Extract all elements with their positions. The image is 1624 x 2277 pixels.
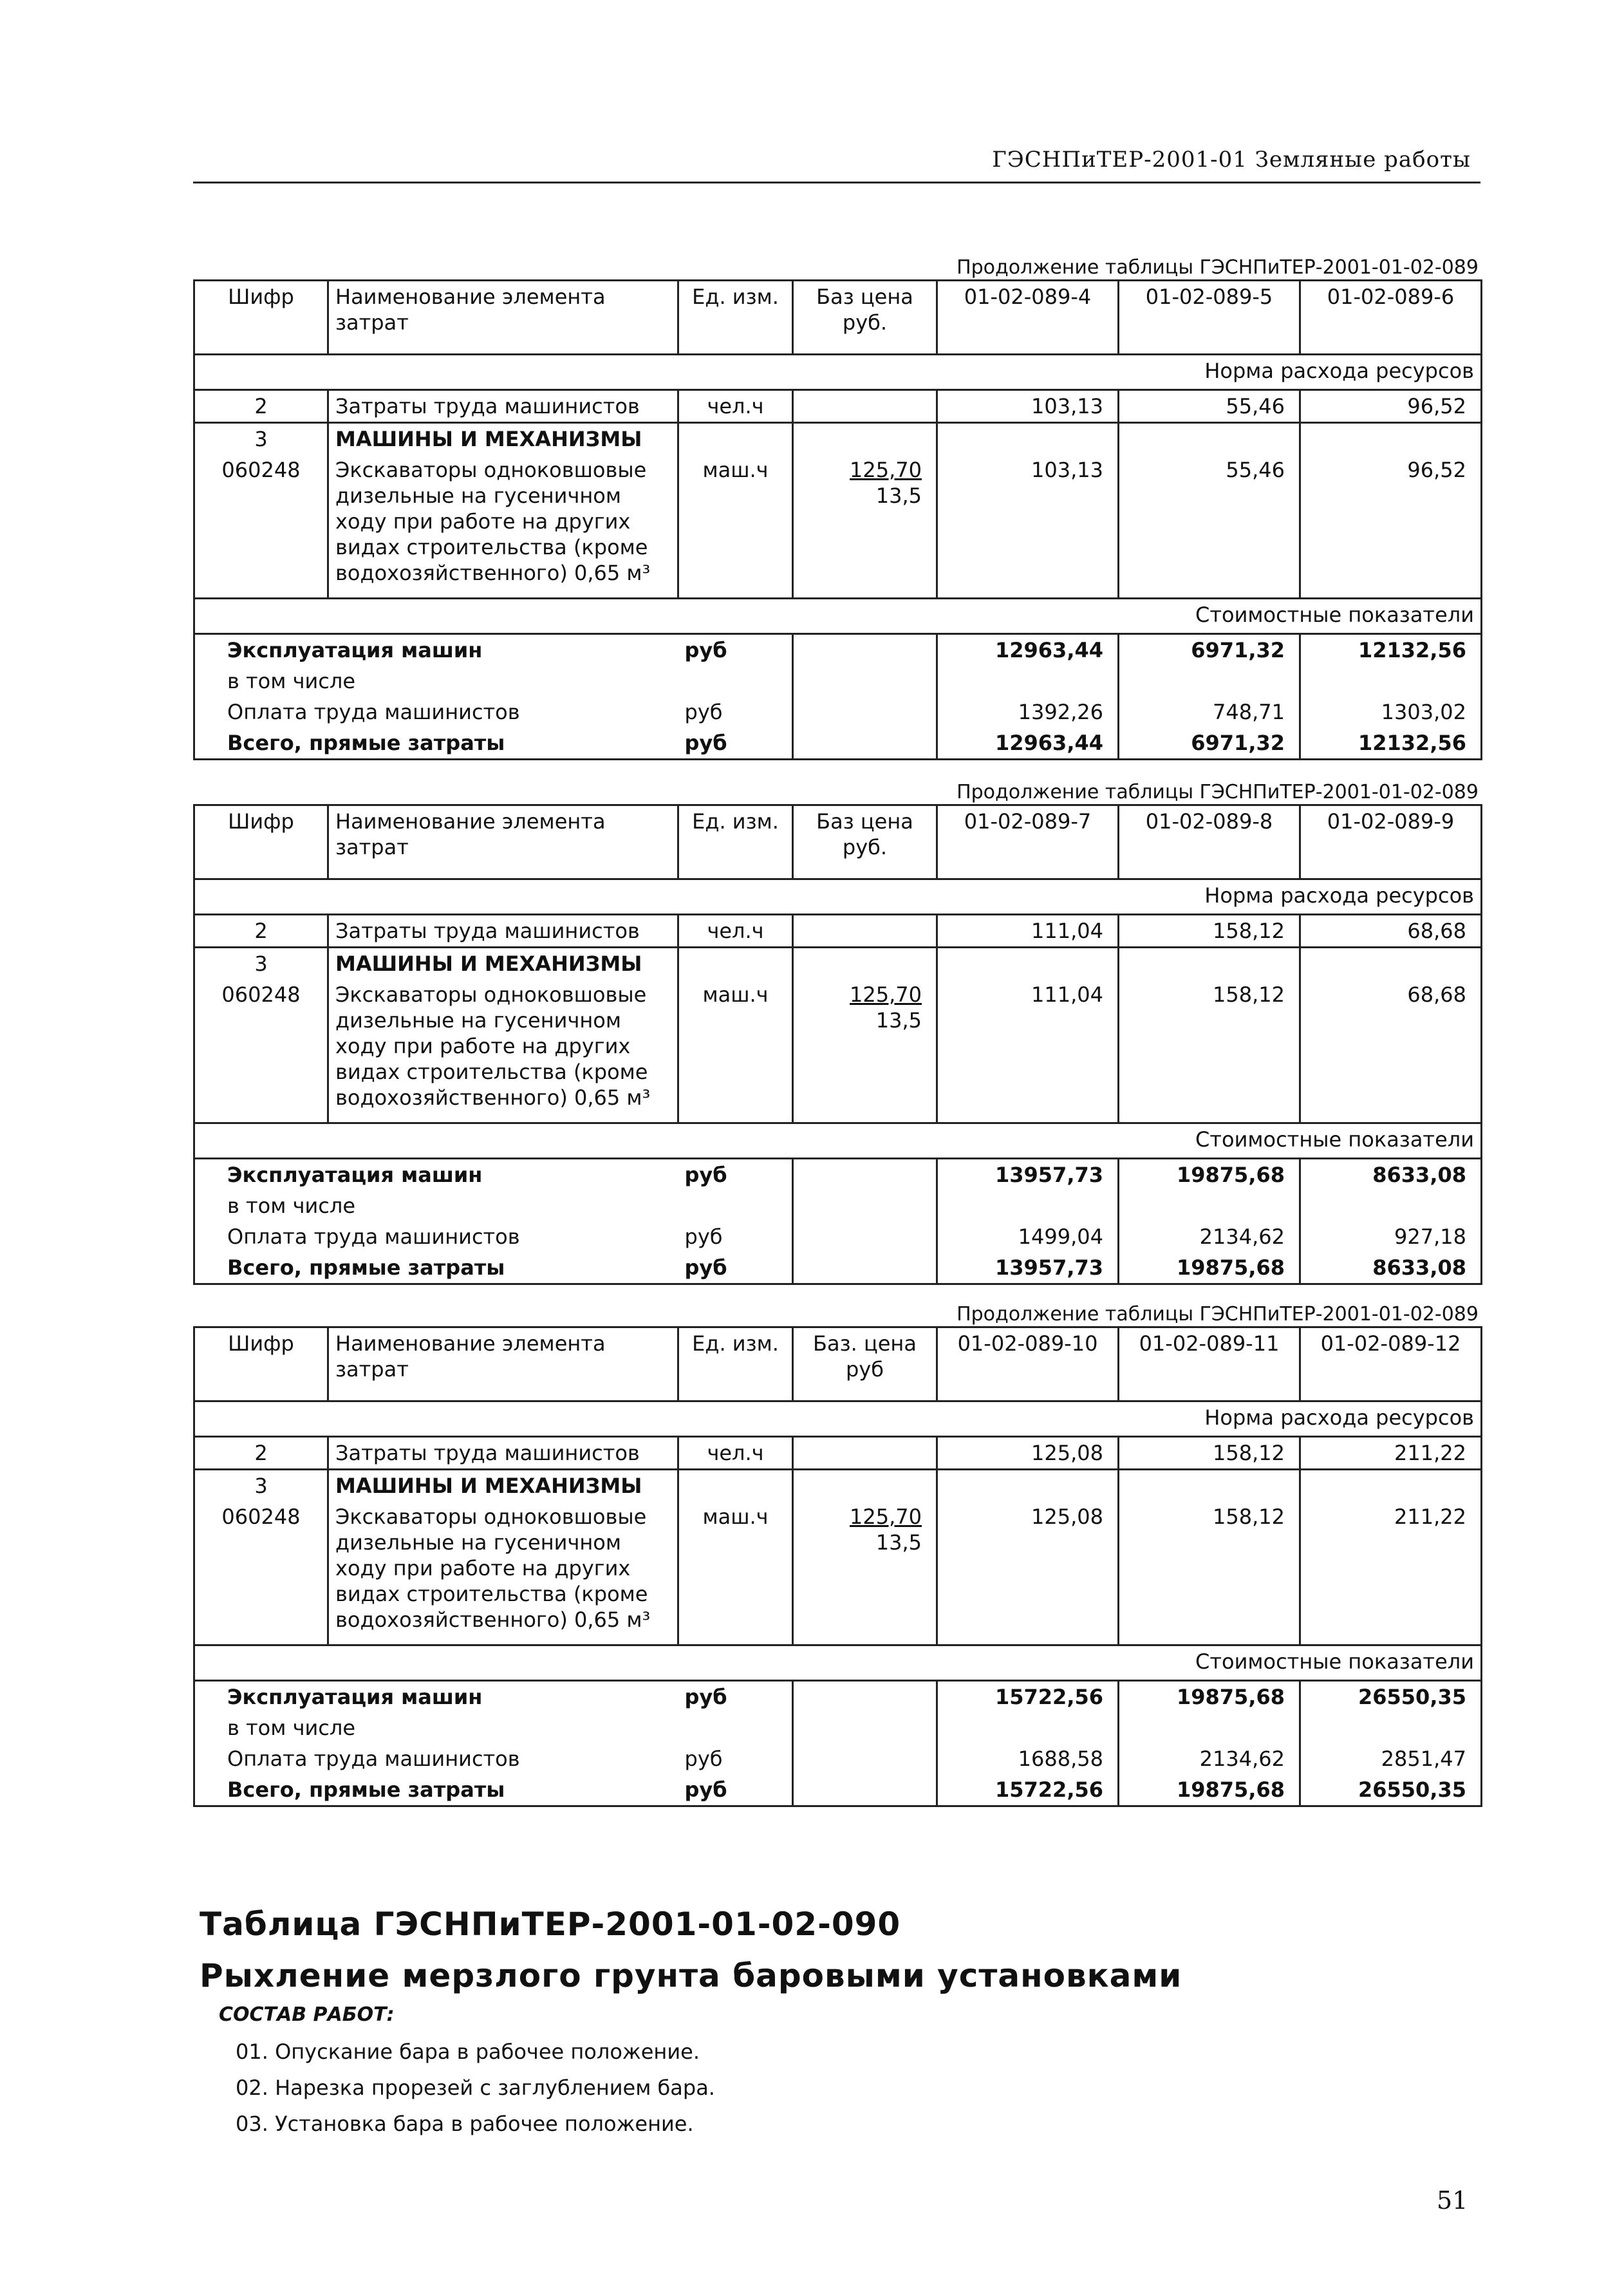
- wages-unit: руб: [678, 1743, 793, 1774]
- mach-value-c: 68,68: [1300, 979, 1482, 1123]
- exploit-label: Эксплуатация машин: [194, 634, 678, 666]
- work-step: 02. Нарезка прорезей с заглублением бара.: [236, 2076, 715, 2100]
- col-unit-header: Ед. изм.: [678, 805, 793, 879]
- mach-value-a: 103,13: [937, 454, 1119, 599]
- wages-value-c: 2851,47: [1300, 1743, 1482, 1774]
- work-step: 03. Установка бара в рабочее положение.: [236, 2112, 694, 2136]
- col-code-b: 01-02-089-5: [1119, 281, 1300, 355]
- col-code-c: 01-02-089-6: [1300, 281, 1482, 355]
- wages-value-a: 1499,04: [937, 1221, 1119, 1252]
- continuation-caption-2: Продолжение таблицы ГЭСНПиТЕР-2001-01-02-089: [957, 781, 1479, 803]
- mach-num: 3: [194, 423, 328, 455]
- mach-unit: маш.ч: [678, 979, 793, 1123]
- total-label: Всего, прямые затраты: [194, 1774, 678, 1806]
- exploit-unit: руб: [678, 1681, 793, 1713]
- mach-code: 060248: [194, 979, 328, 1123]
- wages-value-b: 748,71: [1119, 697, 1300, 727]
- mach-desc: Экскаваторы одноковшовые дизельные на гусеничном ходу при работе на других видах строительства (кроме водохозяйственного) 0,65 м³: [328, 454, 678, 599]
- labor-num: 2: [194, 390, 328, 423]
- wages-value-a: 1688,58: [937, 1743, 1119, 1774]
- col-code-header: Шифр: [194, 805, 328, 879]
- mach-value-b: 158,12: [1119, 1501, 1300, 1645]
- labor-value-b: 55,46: [1119, 390, 1300, 423]
- col-code-b: 01-02-089-8: [1119, 805, 1300, 879]
- section-table-title: Таблица ГЭСНПиТЕР-2001-01-02-090: [200, 1906, 901, 1943]
- col-name-header: Наименование элемента затрат: [328, 281, 678, 355]
- total-value-a: 12963,44: [937, 727, 1119, 760]
- mach-price-1: 125,70: [850, 982, 922, 1007]
- labor-unit: чел.ч: [678, 1437, 793, 1470]
- col-code-c: 01-02-089-9: [1300, 805, 1482, 879]
- norm-header: Норма расхода ресурсов: [194, 1401, 1482, 1437]
- exploit-label: Эксплуатация машин: [194, 1159, 678, 1191]
- col-code-c: 01-02-089-12: [1300, 1327, 1482, 1401]
- cost-header: Стоимостные показатели: [194, 1645, 1482, 1681]
- norm-header: Норма расхода ресурсов: [194, 879, 1482, 915]
- total-value-b: 6971,32: [1119, 727, 1300, 760]
- labor-num: 2: [194, 915, 328, 948]
- labor-value-a: 125,08: [937, 1437, 1119, 1470]
- col-name-header: Наименование элемента затрат: [328, 1327, 678, 1401]
- total-label: Всего, прямые затраты: [194, 727, 678, 760]
- wages-value-b: 2134,62: [1119, 1743, 1300, 1774]
- mach-name: МАШИНЫ И МЕХАНИЗМЫ: [328, 1470, 678, 1502]
- col-code-header: Шифр: [194, 1327, 328, 1401]
- continuation-caption-3: Продолжение таблицы ГЭСНПиТЕР-2001-01-02-089: [957, 1303, 1479, 1326]
- total-value-c: 12132,56: [1300, 727, 1482, 760]
- mach-value-c: 96,52: [1300, 454, 1482, 599]
- col-code-b: 01-02-089-11: [1119, 1327, 1300, 1401]
- page-number: 51: [1437, 2186, 1468, 2215]
- labor-price: [793, 1437, 937, 1470]
- mach-code: 060248: [194, 1501, 328, 1645]
- mach-num: 3: [194, 948, 328, 980]
- mach-code: 060248: [194, 454, 328, 599]
- exploit-value-c: 8633,08: [1300, 1159, 1482, 1191]
- mach-value-a: 111,04: [937, 979, 1119, 1123]
- exploit-unit: руб: [678, 634, 793, 666]
- labor-price: [793, 390, 937, 423]
- labor-name: Затраты труда машинистов: [328, 390, 678, 423]
- total-value-c: 26550,35: [1300, 1774, 1482, 1806]
- labor-value-c: 211,22: [1300, 1437, 1482, 1470]
- exploit-value-b: 19875,68: [1119, 1681, 1300, 1713]
- labor-name: Затраты труда машинистов: [328, 915, 678, 948]
- labor-unit: чел.ч: [678, 390, 793, 423]
- wages-label: Оплата труда машинистов: [194, 1743, 678, 1774]
- incl-label: в том числе: [194, 666, 678, 697]
- mach-num: 3: [194, 1470, 328, 1502]
- mach-price-2: 13,5: [875, 1008, 922, 1033]
- exploit-value-c: 26550,35: [1300, 1681, 1482, 1713]
- continuation-caption-1: Продолжение таблицы ГЭСНПиТЕР-2001-01-02-089: [957, 256, 1479, 279]
- resource-table-1: [193, 279, 1480, 760]
- exploit-value-a: 12963,44: [937, 634, 1119, 666]
- mach-price-2: 13,5: [875, 1530, 922, 1555]
- mach-desc: Экскаваторы одноковшовые дизельные на гусеничном ходу при работе на других видах строительства (кроме водохозяйственного) 0,65 м³: [328, 1501, 678, 1645]
- work-composition-heading: СОСТАВ РАБОТ:: [219, 2003, 395, 2026]
- exploit-value-c: 12132,56: [1300, 634, 1482, 666]
- mach-unit: маш.ч: [678, 454, 793, 599]
- total-value-b: 19875,68: [1119, 1252, 1300, 1284]
- mach-value-b: 55,46: [1119, 454, 1300, 599]
- total-label: Всего, прямые затраты: [194, 1252, 678, 1284]
- exploit-value-b: 19875,68: [1119, 1159, 1300, 1191]
- cost-header: Стоимостные показатели: [194, 599, 1482, 634]
- total-value-a: 13957,73: [937, 1252, 1119, 1284]
- col-name-header: Наименование элемента затрат: [328, 805, 678, 879]
- mach-name: МАШИНЫ И МЕХАНИЗМЫ: [328, 423, 678, 455]
- section-subtitle: Рыхление мерзлого грунта баровыми установками: [200, 1957, 1182, 1994]
- resource-table-2: [193, 804, 1480, 1285]
- wages-value-b: 2134,62: [1119, 1221, 1300, 1252]
- norm-header: Норма расхода ресурсов: [194, 355, 1482, 390]
- col-unit-header: Ед. изм.: [678, 1327, 793, 1401]
- mach-name: МАШИНЫ И МЕХАНИЗМЫ: [328, 948, 678, 980]
- col-unit-header: Ед. изм.: [678, 281, 793, 355]
- total-value-b: 19875,68: [1119, 1774, 1300, 1806]
- labor-value-c: 68,68: [1300, 915, 1482, 948]
- col-code-header: Шифр: [194, 281, 328, 355]
- labor-value-b: 158,12: [1119, 1437, 1300, 1470]
- labor-value-c: 96,52: [1300, 390, 1482, 423]
- labor-unit: чел.ч: [678, 915, 793, 948]
- total-unit: руб: [678, 727, 793, 760]
- col-price-header: Баз. цена руб: [793, 1327, 937, 1401]
- exploit-value-b: 6971,32: [1119, 634, 1300, 666]
- total-unit: руб: [678, 1774, 793, 1806]
- exploit-value-a: 13957,73: [937, 1159, 1119, 1191]
- labor-value-a: 103,13: [937, 390, 1119, 423]
- col-code-a: 01-02-089-7: [937, 805, 1119, 879]
- wages-value-a: 1392,26: [937, 697, 1119, 727]
- running-header: ГЭСНПиТЕР-2001-01 Земляные работы: [992, 147, 1471, 173]
- total-value-a: 15722,56: [937, 1774, 1119, 1806]
- exploit-value-a: 15722,56: [937, 1681, 1119, 1713]
- exploit-label: Эксплуатация машин: [194, 1681, 678, 1713]
- mach-price-2: 13,5: [875, 483, 922, 508]
- wages-unit: руб: [678, 1221, 793, 1252]
- mach-unit: маш.ч: [678, 1501, 793, 1645]
- resource-table-3: [193, 1326, 1480, 1807]
- cost-header: Стоимостные показатели: [194, 1123, 1482, 1159]
- exploit-unit: руб: [678, 1159, 793, 1191]
- wages-value-c: 1303,02: [1300, 697, 1482, 727]
- mach-price-1: 125,70: [850, 1504, 922, 1529]
- wages-label: Оплата труда машинистов: [194, 697, 678, 727]
- labor-value-b: 158,12: [1119, 915, 1300, 948]
- col-price-header: Баз цена руб.: [793, 805, 937, 879]
- labor-price: [793, 915, 937, 948]
- mach-price-1: 125,70: [850, 458, 922, 482]
- total-value-c: 8633,08: [1300, 1252, 1482, 1284]
- labor-name: Затраты труда машинистов: [328, 1437, 678, 1470]
- labor-num: 2: [194, 1437, 328, 1470]
- wages-value-c: 927,18: [1300, 1221, 1482, 1252]
- mach-value-b: 158,12: [1119, 979, 1300, 1123]
- wages-unit: руб: [678, 697, 793, 727]
- mach-desc: Экскаваторы одноковшовые дизельные на гусеничном ходу при работе на других видах строительства (кроме водохозяйственного) 0,65 м³: [328, 979, 678, 1123]
- total-unit: руб: [678, 1252, 793, 1284]
- col-code-a: 01-02-089-10: [937, 1327, 1119, 1401]
- incl-label: в том числе: [194, 1190, 678, 1221]
- col-code-a: 01-02-089-4: [937, 281, 1119, 355]
- mach-value-c: 211,22: [1300, 1501, 1482, 1645]
- wages-label: Оплата труда машинистов: [194, 1221, 678, 1252]
- header-rule: [193, 182, 1480, 183]
- mach-value-a: 125,08: [937, 1501, 1119, 1645]
- labor-value-a: 111,04: [937, 915, 1119, 948]
- incl-label: в том числе: [194, 1712, 678, 1743]
- work-step: 01. Опускание бара в рабочее положение.: [236, 2039, 700, 2064]
- col-price-header: Баз цена руб.: [793, 281, 937, 355]
